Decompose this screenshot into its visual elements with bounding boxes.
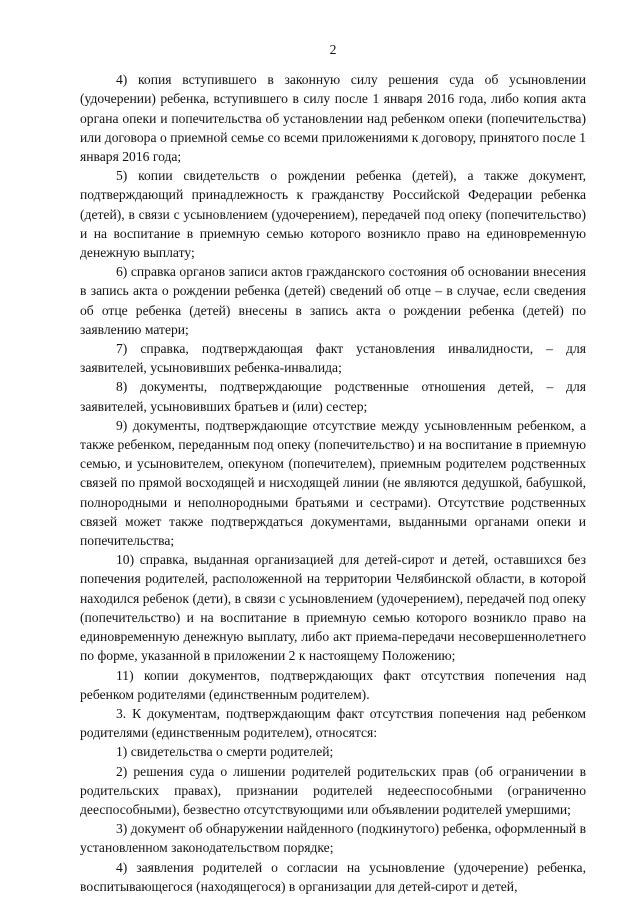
paragraph-item-10-orphanage-certificate: 10) справка, выданная организацией для детей-сирот и детей, оставшихся без попечения родителей, расположенной на территории Челябинской области, в которой находился ребенок (дети), в связи с усыновлением (удочерением), передачей под опеку (попечительство) и на воспитание в приемную семью которого возникло право на единовременную денежную выплату, либо акт приема-передачи несовершеннолетнего по форме, указанной в приложении 2 к настоящему Положению; — [80, 552, 586, 664]
paragraph-item-11-no-parental-care-copies: 11) копии документов, подтверждающих факт отсутствия попечения над ребенком родителями (единственным родителем). — [80, 667, 586, 702]
page-number: 2 — [329, 42, 337, 57]
paragraph-subitem-4-parent-consent: 4) заявления родителей о согласии на усыновление (удочерение) ребенка, воспитывающегося (находящегося) в организации для детей-сирот и детей, — [80, 859, 586, 894]
paragraph-subitem-2-court-decisions: 2) решения суда о лишении родителей родительских прав (об ограничении в родительских правах), признании родителей недееспособными (ограниченно дееспособными), безвестно отсутствующими или объявлении родителей умершими; — [80, 763, 586, 817]
paragraph-subitem-3-found-child-document: 3) документ об обнаружении найденного (подкинутого) ребенка, оформленный в установленном законодательством порядке; — [80, 821, 586, 856]
paragraph-section-3-intro: 3. К документам, подтверждающим факт отсутствия попечения над ребенком родителями (единственным родителем), относятся: — [80, 705, 586, 741]
document-page — [80, 40, 586, 896]
paragraph-item-6-civil-registry-certificate: 6) справка органов записи актов гражданского состояния об основании внесения в запись акта о рождении ребенка (детей) сведений об отце – в случае, если сведения об отце ребенка (детей) внесены в запись акта о рождении ребенка (детей) по заявлению матери; — [80, 264, 586, 337]
paragraph-item-4-court-decision: 4) копия вступившего в законную силу решения суда об усыновлении (удочерении) ребенка, вступившего в силу после 1 января 2016 года, либо копия акта органа опеки и попечительства об установлении над ребенком опеки (попечительства) или договора о приемной семье со всеми приложениями к договору, принятого после 1 января 2016 года; — [80, 72, 586, 165]
paragraph-item-9-no-kinship-documents: 9) документы, подтверждающие отсутствие между усыновленным ребенком, а также ребенком, переданным под опеку (попечительство) и на воспитание в приемную семью, и усыновителем, опекуном (попечителем), приемным родителем родственных связей по прямой восходящей и нисходящей линии (не являются дедушкой, бабушкой, полнородными и неполнородными братьями и сестрами). Отсутствие родственных связей может также подтверждаться документами, выданными органами опеки и попечительства; — [80, 417, 586, 549]
paragraph-item-5-birth-certificates: 5) копии свидетельств о рождении ребенка (детей), а также документ, подтверждающий принадлежность к гражданству Российской Федерации ребенка (детей), в связи с усыновлением (удочерением), передачей под опеку (попечительство) и на воспитание в приемную семью которого возникло право на единовременную денежную выплату; — [80, 168, 586, 261]
paragraph-subitem-1-death-certificates: 1) свидетельства о смерти родителей; — [116, 744, 334, 760]
paragraph-item-7-disability-certificate: 7) справка, подтверждающая факт установления инвалидности, – для заявителей, усыновивших ребенка-инвалида; — [80, 341, 586, 376]
paragraph-item-8-kinship-documents: 8) документы, подтверждающие родственные отношения детей, – для заявителей, усыновивших братьев и (или) сестер; — [80, 379, 586, 414]
